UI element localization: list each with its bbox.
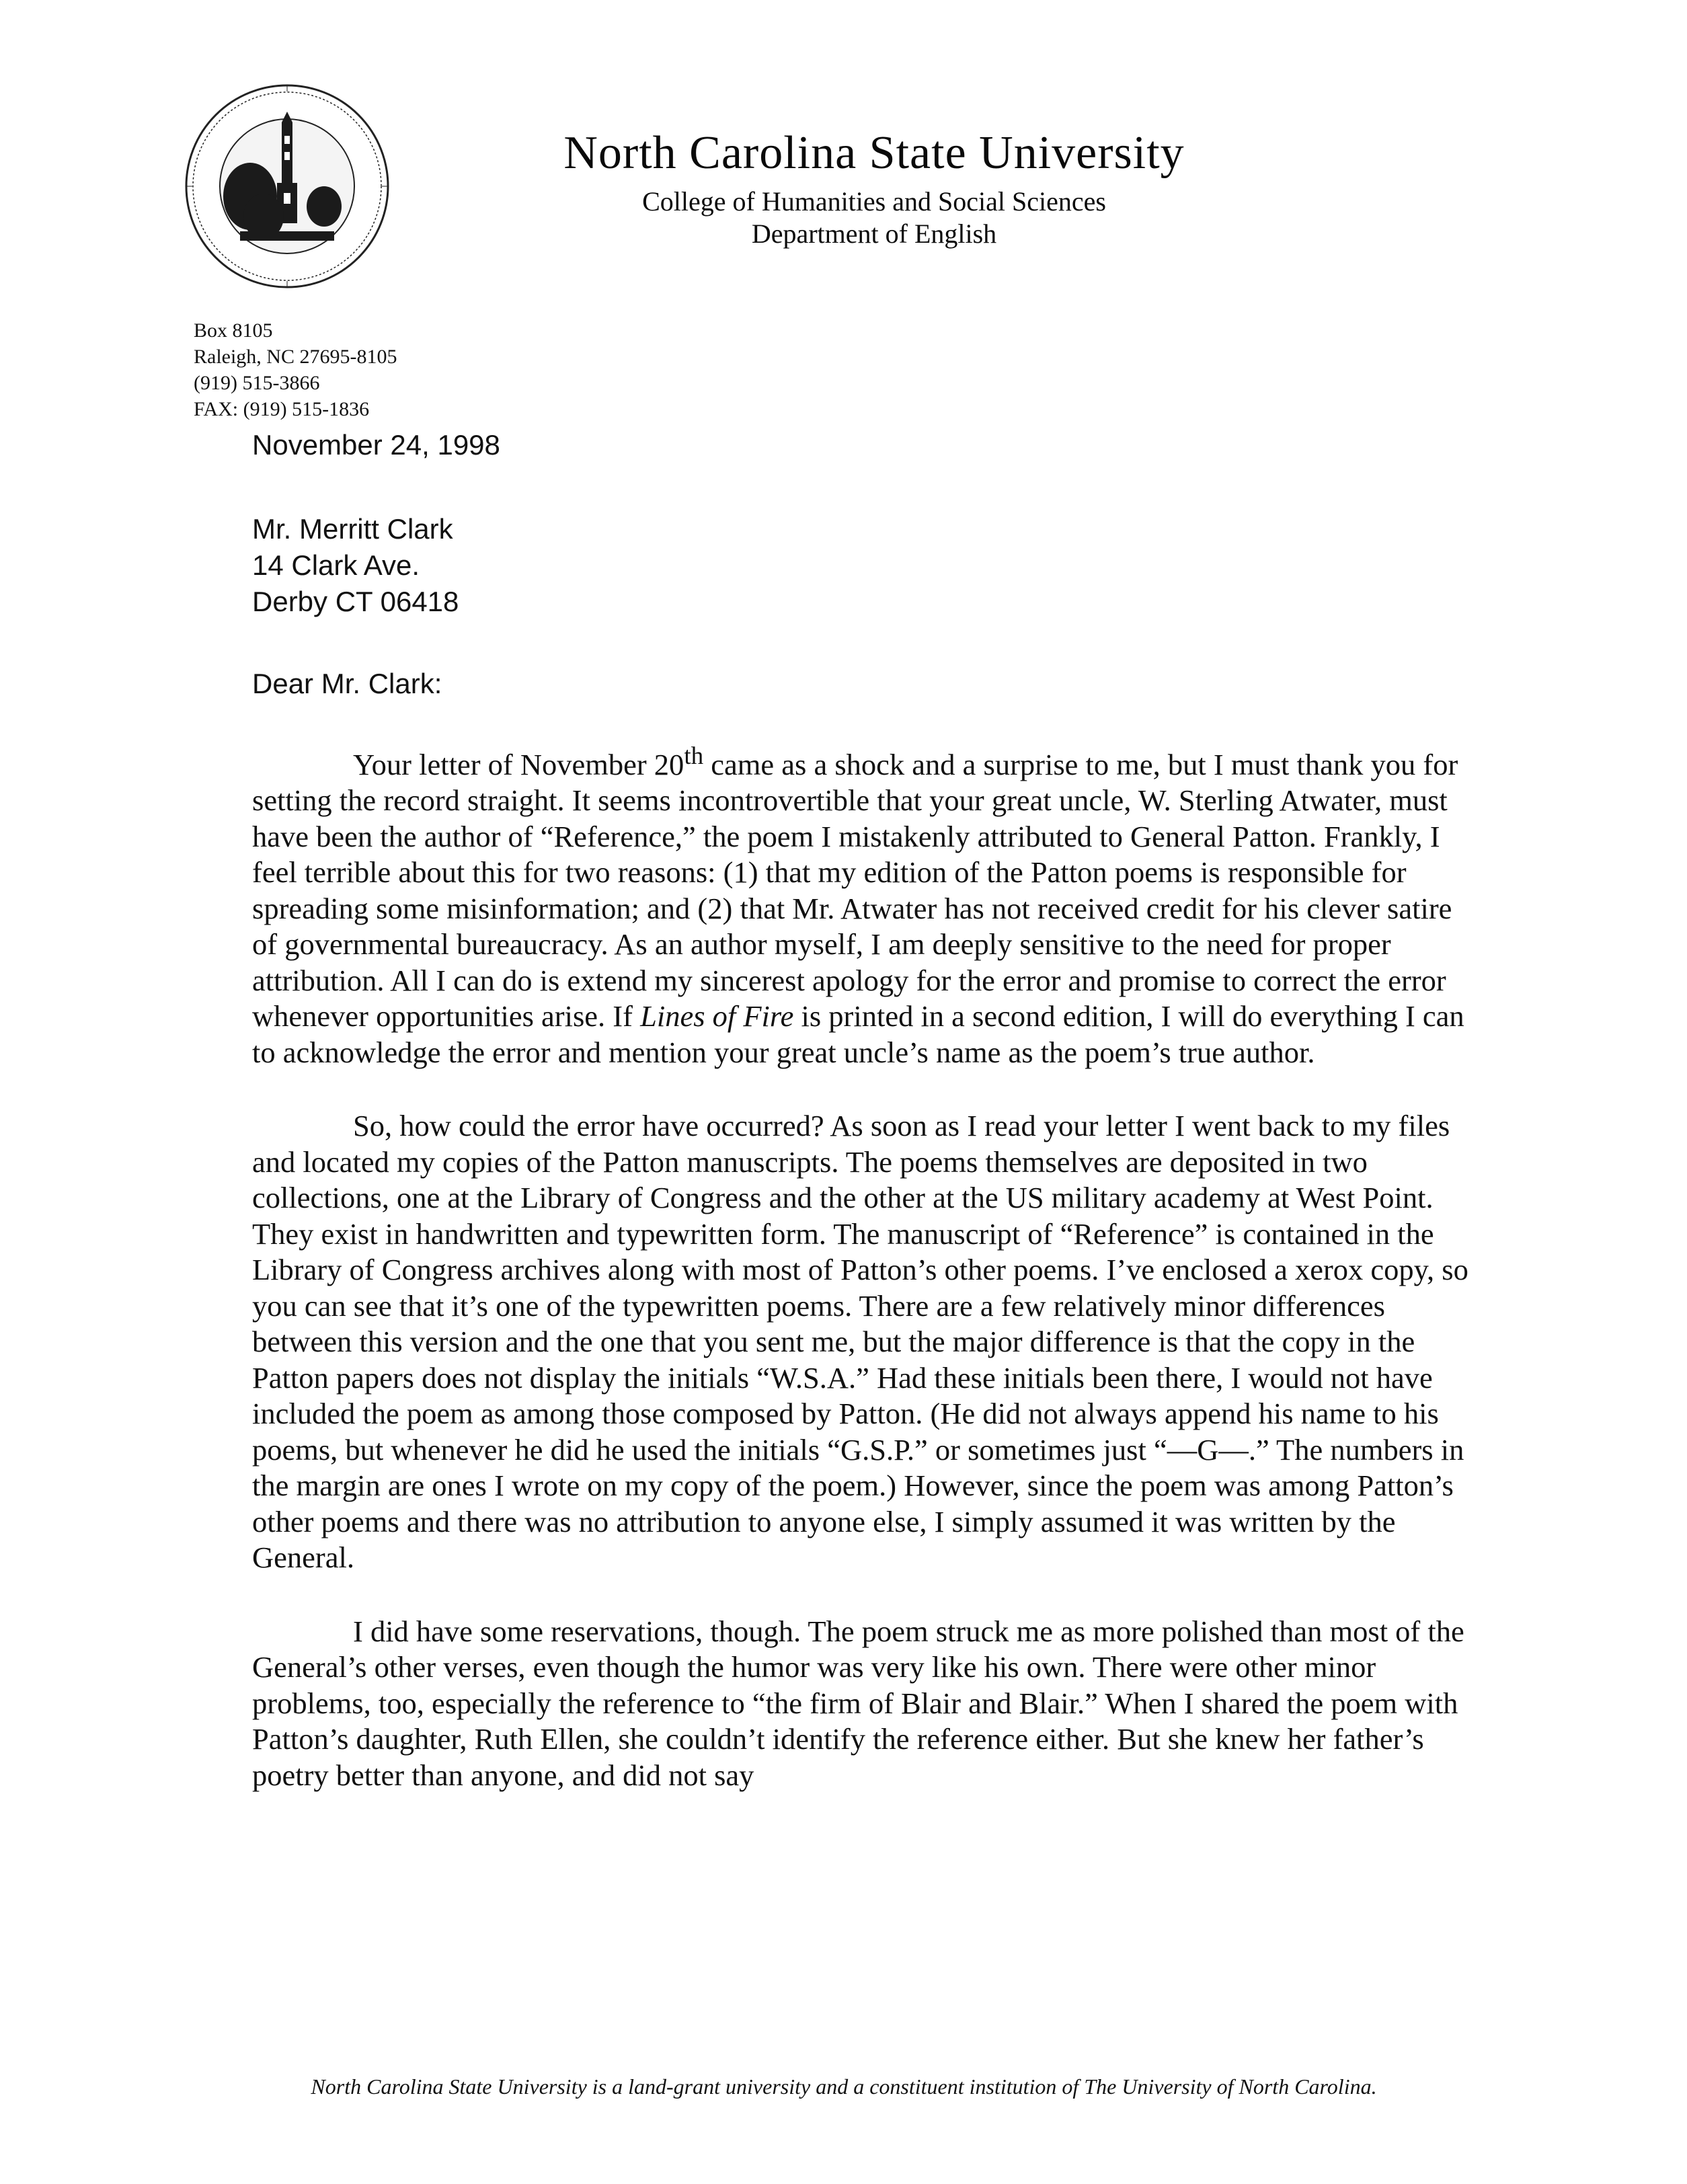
contact-phone: (919) 515-3866: [194, 372, 320, 394]
department-name: Department of English: [751, 219, 997, 249]
salutation: Dear Mr. Clark:: [252, 668, 442, 699]
letter-date: November 24, 1998: [252, 429, 500, 461]
footer-note: North Carolina State University is a land-grant university and a constituent institution of The University of North Carolina.: [311, 2074, 1377, 2099]
college-name: College of Humanities and Social Sciences: [642, 186, 1106, 217]
university-name: North Carolina State University: [563, 127, 1185, 179]
contact-address: Raleigh, NC 27695-8105: [194, 346, 397, 368]
paragraph-2: So, how could the error have occurred? As soon as I read your letter I went back to my files and located my copies of the Patton manuscripts. The poems themselves are deposited in two collections, one at the Library of Congress and the other at the US military academy at West Point. They exist in handwritten and typewritten form. The manuscript of “Reference” is contained in the Library of Congress archives along with most of Patton’s other poems. I’ve enclosed a xerox copy, so you can see that it’s one of the typewritten poems. There are a few relatively minor differences between this version and the one that you sent me, but the major difference is that the copy in the Patton papers does not display the initials “W.S.A.” Had these initials been there, I would not have included the poem as among those composed by Patton. (He did not always append his name to his poems, but whenever he did he used the initials “G.S.P.” or sometimes just “—G—.” The numbers in the margin are ones I wrote on my copy of the poem.) However, since the poem was among Patton’s other poems and there was no attribution to anyone else, I simply assumed it was written by the General.: [252, 1109, 1468, 1575]
letter-body: [252, 738, 1469, 1831]
paragraph-1-start: Your letter of November 20: [353, 747, 684, 781]
letterhead: [403, 121, 1345, 250]
paragraph-1-end: is printed in a second edition, I will do everything I can to acknowledge the error and mention your great uncle’s name as the poem’s true author.: [252, 999, 1464, 1069]
book-title: Lines of Fire: [640, 999, 794, 1034]
paragraph-1: [252, 738, 1469, 1070]
recipient-city: Derby CT 06418: [252, 586, 459, 617]
recipient-street: 14 Clark Ave.: [252, 549, 420, 581]
paragraph-1-middle: came as a shock and a surprise to me, but I must thank you for setting the record straight. It seems incontrovertible that your great uncle, W. Sterling Atwater, must have been the author of “Reference,” the poem I mistakenly attributed to General Patton. Frankly, I feel terrible about this for two reasons: (1) that my edition of the Patton poems is responsible for spreading some misinformation; and (2) that Mr. Atwater has not received credit for his clever satire of governmental bureaucracy. As an author myself, I am deeply sensitive to the need for proper attribution. All I can do is extend my sincerest apology for the error and promise to correct the error whenever opportunities arise. If: [252, 747, 1458, 1034]
contact-block: [194, 317, 397, 422]
contact-box: Box 8105: [194, 319, 273, 342]
recipient-address: [252, 511, 459, 620]
recipient-name: Mr. Merritt Clark: [252, 513, 453, 545]
university-seal: [183, 82, 391, 290]
contact-fax: FAX: (919) 515-1836: [194, 398, 370, 420]
ordinal-suffix: th: [684, 742, 704, 770]
paragraph-3: I did have some reservations, though. The poem struck me as more polished than most of the General’s other verses, even though the humor was very like his own. There were other minor problems, too, especially the reference to “the firm of Blair and Blair.” When I shared the poem with Patton’s daughter, Ruth Ellen, she couldn’t identify the reference either. But she knew her father’s poetry better than anyone, and did not say: [252, 1614, 1464, 1792]
